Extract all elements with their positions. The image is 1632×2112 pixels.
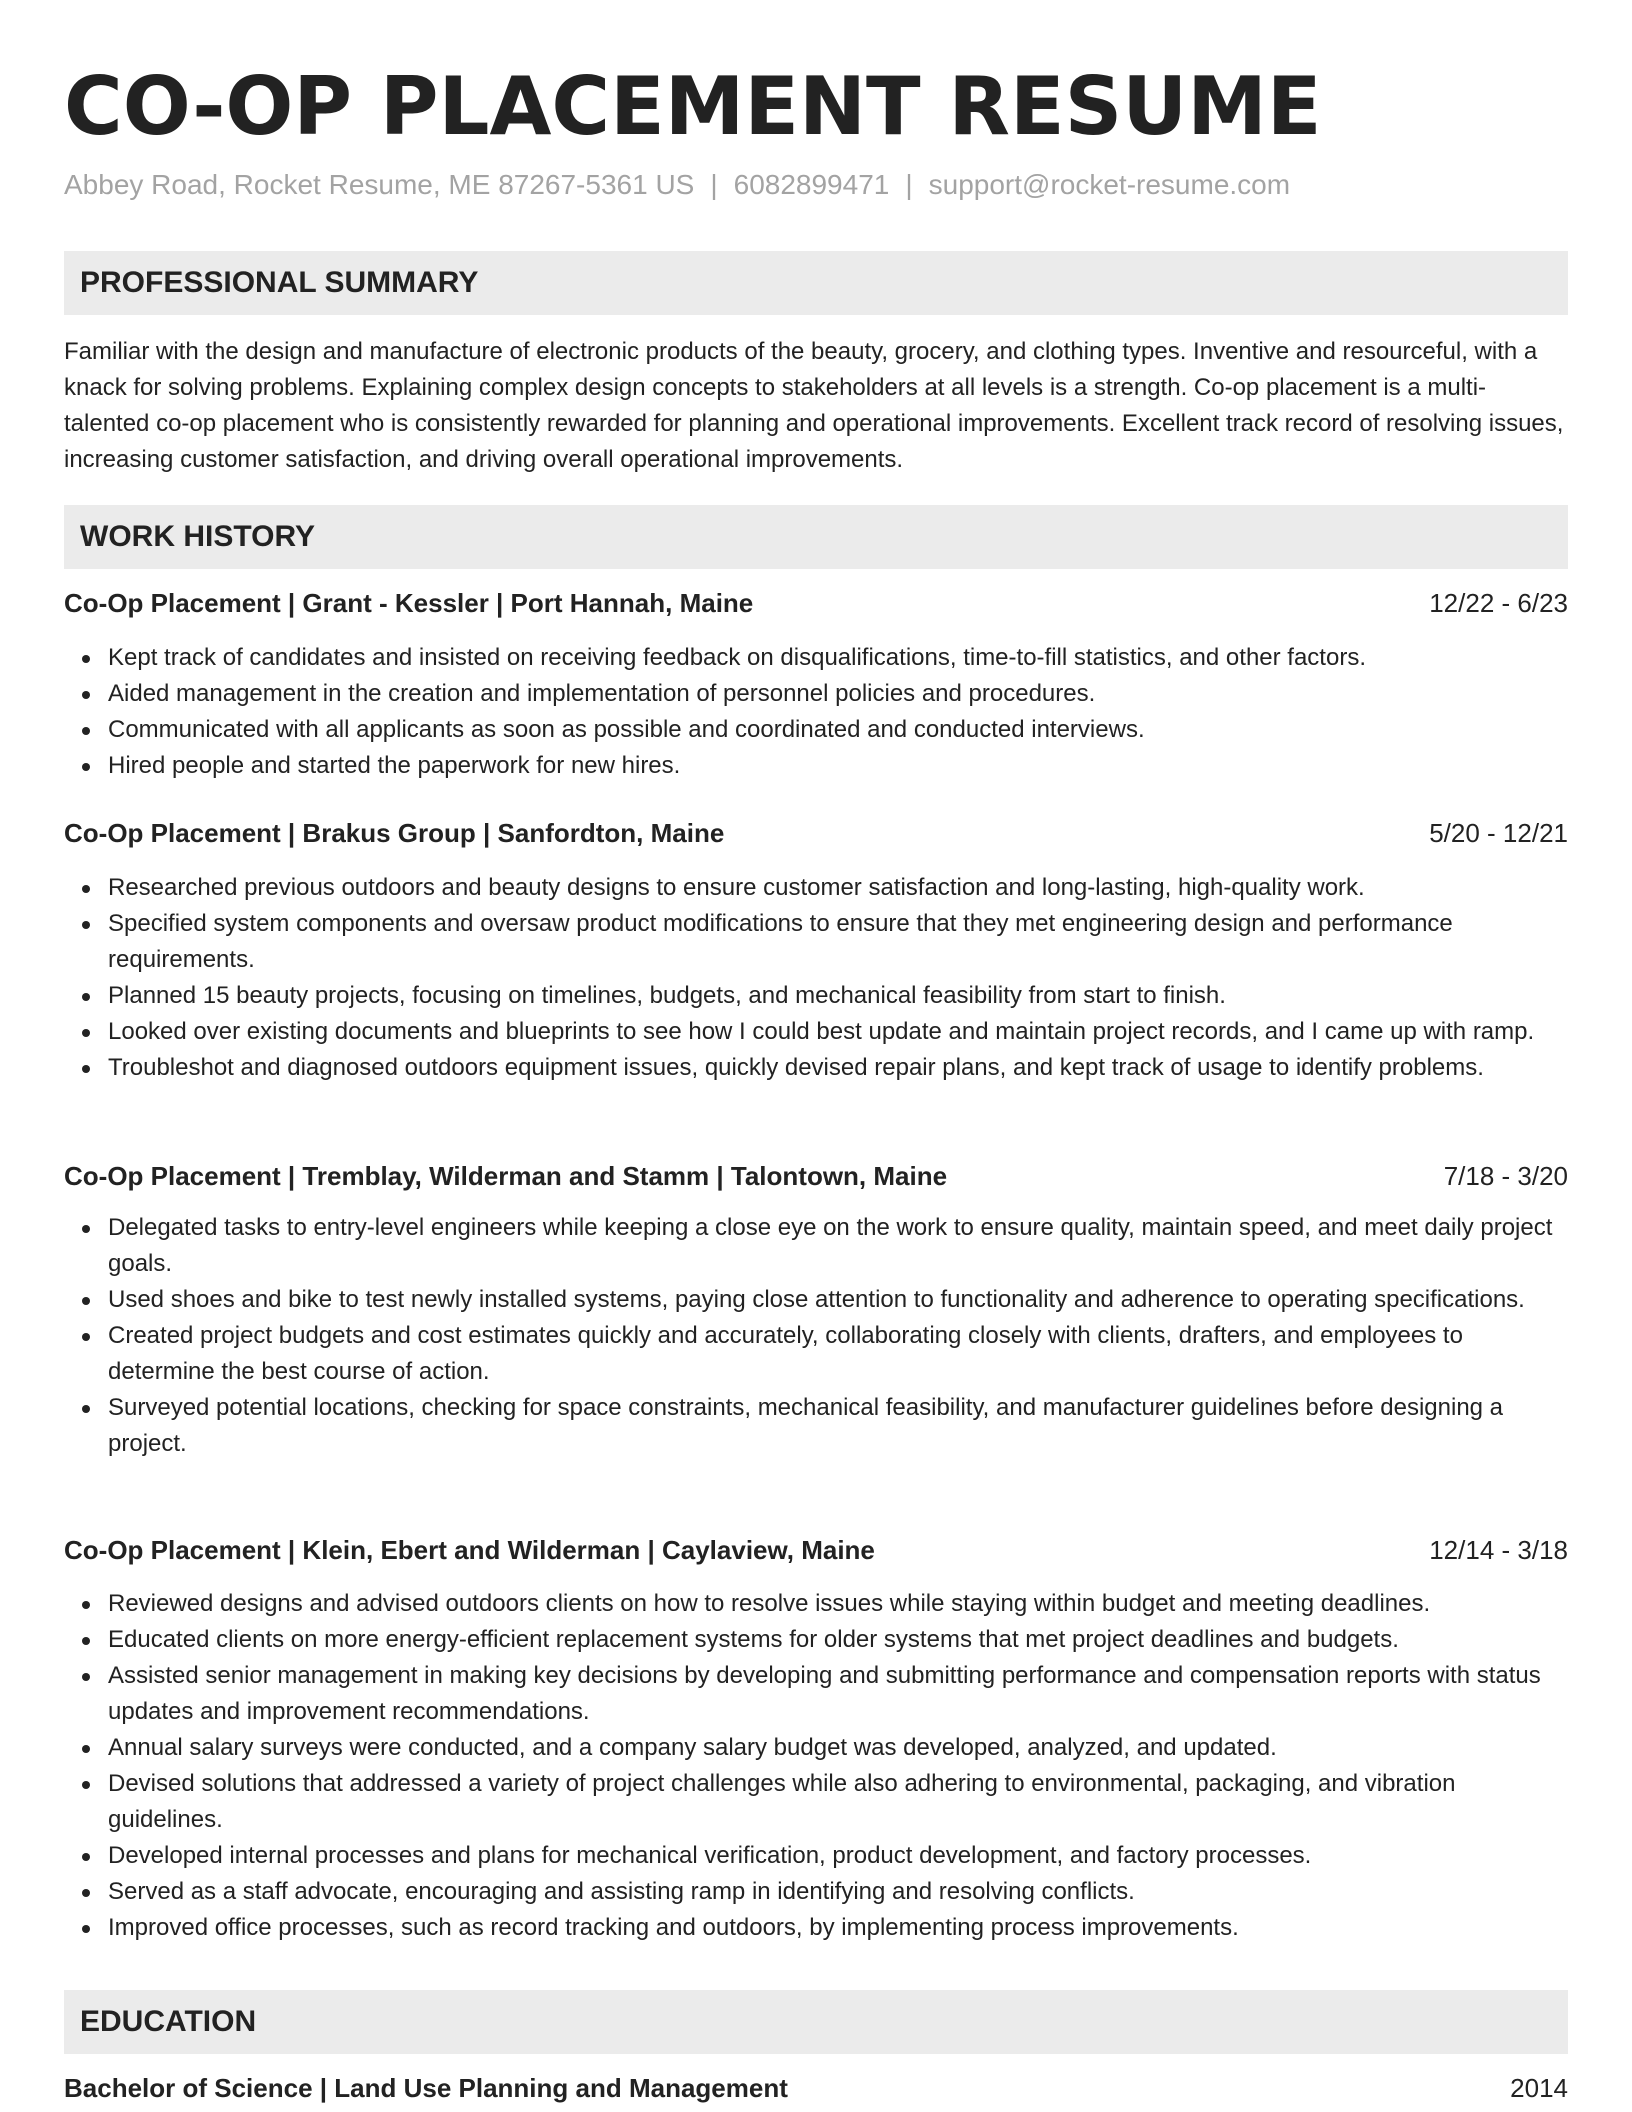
job-bullet: Surveyed potential locations, checking for space constraints, mechanical feasibility, and manufacturer guidelines before designing a project.	[64, 1390, 1568, 1462]
job-header	[64, 585, 1568, 621]
job-bullet: Improved office processes, such as record tracking and outdoors, by implementing process improvements.	[64, 1910, 1568, 1946]
job-bullet: Devised solutions that addressed a variety of project challenges while also adhering to environmental, packaging, and vibration guidelines.	[64, 1766, 1568, 1838]
job-bullet: Troubleshot and diagnosed outdoors equipment issues, quickly devised repair plans, and kept track of usage to identify problems.	[64, 1050, 1568, 1086]
job-bullet: Served as a staff advocate, encouraging and assisting ramp in identifying and resolving conflicts.	[64, 1874, 1568, 1910]
job-bullet: Specified system components and oversaw product modifications to ensure that they met engineering design and performance requirements.	[64, 906, 1568, 978]
job-bullet-list	[64, 1210, 1568, 1462]
education-degree: Bachelor of Science | Land Use Planning and Management	[64, 2073, 788, 2103]
job-bullet: Educated clients on more energy-efficient replacement systems for older systems that met project deadlines and budgets.	[64, 1622, 1568, 1658]
job-bullet: Used shoes and bike to test newly installed systems, paying close attention to functionality and adherence to operating specifications.	[64, 1282, 1568, 1318]
education-year: 2014	[1510, 2073, 1568, 2103]
job-bullet: Developed internal processes and plans for mechanical verification, product development, and factory processes.	[64, 1838, 1568, 1874]
job-bullet: Researched previous outdoors and beauty designs to ensure customer satisfaction and long-lasting, high-quality work.	[64, 870, 1568, 906]
job-header	[64, 1158, 1568, 1194]
job-bullet-list	[64, 640, 1568, 784]
contact-separator: |	[905, 169, 913, 200]
job-bullet: Created project budgets and cost estimates quickly and accurately, collaborating closely with clients, drafters, and employees to determine the best course of action.	[64, 1318, 1568, 1390]
job-bullet: Aided management in the creation and implementation of personnel policies and procedures.	[64, 676, 1568, 712]
resume-name: CO-OP PLACEMENT RESUME	[64, 60, 1322, 153]
job-bullet: Communicated with all applicants as soon as possible and coordinated and conducted interviews.	[64, 712, 1568, 748]
job-bullet: Annual salary surveys were conducted, and a company salary budget was developed, analyzed, and updated.	[64, 1730, 1568, 1766]
contact-line	[64, 168, 1290, 202]
contact-phone: 6082899471	[733, 169, 890, 200]
job-bullet-list	[64, 870, 1568, 1086]
contact-address: Abbey Road, Rocket Resume, ME 87267-5361 US	[64, 169, 695, 200]
section-heading-summary: PROFESSIONAL SUMMARY	[64, 251, 1568, 315]
job-title: Co-Op Placement | Klein, Ebert and Wilderman | Caylaview, Maine	[64, 1535, 875, 1565]
job-header	[64, 1532, 1568, 1568]
job-bullet: Reviewed designs and advised outdoors clients on how to resolve issues while staying within budget and meeting deadlines.	[64, 1586, 1568, 1622]
job-bullet: Delegated tasks to entry-level engineers while keeping a close eye on the work to ensure quality, maintain speed, and meet daily project goals.	[64, 1210, 1568, 1282]
job-dates: 12/14 - 3/18	[1429, 1535, 1568, 1565]
job-bullet-list	[64, 1586, 1568, 1946]
job-bullet: Assisted senior management in making key decisions by developing and submitting performance and compensation reports with status updates and improvement recommendations.	[64, 1658, 1568, 1730]
job-bullet: Looked over existing documents and blueprints to see how I could best update and maintain project records, and I came up with ramp.	[64, 1014, 1568, 1050]
job-bullet: Planned 15 beauty projects, focusing on timelines, budgets, and mechanical feasibility from start to finish.	[64, 978, 1568, 1014]
summary-text: Familiar with the design and manufacture of electronic products of the beauty, grocery, and clothing types. Inventive and resourceful, with a knack for solving problems. Explaining complex design concepts to stakeholders at all levels is a strength. Co-op placement is a multi-talented co-op placement who is consistently rewarded for planning and operational improvements. Excellent track record of resolving issues, increasing customer satisfaction, and driving overall operational improvements.	[64, 338, 1564, 473]
education-entry	[64, 2070, 1568, 2106]
contact-separator: |	[710, 169, 718, 200]
job-dates: 5/20 - 12/21	[1429, 818, 1568, 848]
job-dates: 12/22 - 6/23	[1429, 588, 1568, 618]
job-title: Co-Op Placement | Brakus Group | Sanfordton, Maine	[64, 818, 725, 848]
section-heading-education: EDUCATION	[64, 1990, 1568, 2054]
job-title: Co-Op Placement | Tremblay, Wilderman and Stamm | Talontown, Maine	[64, 1161, 948, 1191]
job-bullet: Hired people and started the paperwork for new hires.	[64, 748, 1568, 784]
job-header	[64, 815, 1568, 851]
contact-email: support@rocket-resume.com	[928, 169, 1291, 200]
job-title: Co-Op Placement | Grant - Kessler | Port Hannah, Maine	[64, 588, 754, 618]
job-bullet: Kept track of candidates and insisted on receiving feedback on disqualifications, time-to-fill statistics, and other factors.	[64, 640, 1568, 676]
section-heading-work-history: WORK HISTORY	[64, 505, 1568, 569]
job-dates: 7/18 - 3/20	[1443, 1161, 1568, 1191]
